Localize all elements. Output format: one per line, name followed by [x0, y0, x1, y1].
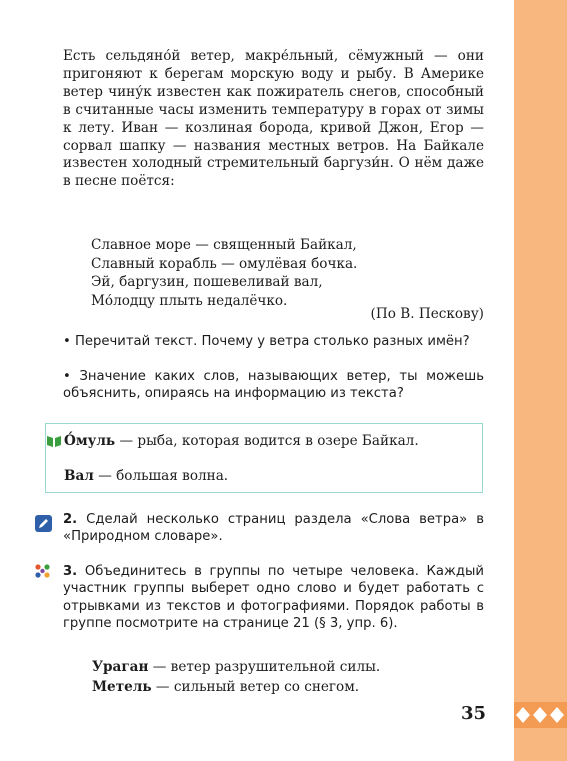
poem-line: Мо́лодцу плыть недалёчко.	[91, 292, 288, 309]
dictionary-term: Вал	[64, 468, 94, 484]
task-3	[63, 563, 484, 633]
poem-line: Эй, баргузин, пошевеливай вал,	[91, 274, 323, 290]
example-entry	[92, 658, 452, 678]
poem	[91, 236, 451, 310]
example-definition: — ветер разрушительной силы.	[148, 659, 381, 675]
dictionary-definition: — рыба, которая водится в озере Байкал.	[115, 433, 419, 449]
people-group-icon	[34, 563, 52, 585]
poem-line: Славное море — священный Байкал,	[91, 237, 357, 253]
task-number: 3.	[63, 564, 78, 579]
pen-icon	[35, 515, 52, 536]
example-term: Метель	[92, 678, 152, 695]
task-2	[63, 511, 484, 546]
poem-line: Славный корабль — омулёвая бочка.	[91, 255, 358, 272]
example-entry	[92, 678, 452, 698]
dictionary-entry	[64, 433, 474, 451]
task-text: Сделай несколько страниц раздела «Слова ветра» в «Природном словаре».	[63, 512, 484, 545]
source-attribution: (По В. Пескову)	[370, 306, 484, 322]
word-examples	[92, 658, 452, 697]
open-book-icon	[46, 433, 62, 452]
corner-decoration	[514, 702, 567, 728]
example-definition: — сильный ветер со снегом.	[151, 678, 360, 695]
dictionary-entry	[64, 468, 474, 486]
example-term: Ураган	[92, 659, 149, 675]
main-paragraph: Есть сельдяно́й ветер, макре́льный, сёмужный — они пригоняют к берегам морскую воду и рыбу. В Америке ветер чину́к известен как пожиратель снегов, способный в считанные часы изменить температуру в горах от зимы к лету. Иван — козлиная борода, кривой Джон, Егор — сорвал шапку — названия местных ветров. На Байкале известен холодный стремительный баргузи́н. О нём даже в песне поётся:	[63, 48, 484, 190]
task-number: 2.	[63, 512, 78, 527]
page-number: 35	[460, 703, 486, 724]
side-color-band	[514, 0, 567, 761]
dictionary-term: О́муль	[64, 433, 116, 449]
dictionary-definition: — большая волна.	[93, 468, 229, 484]
question-2: • Значение каких слов, называющих ветер, ты можешь объяснить, опираясь на информацию из текста?	[63, 369, 484, 402]
task-text: Объединитесь в группы по четыре человека. Каждый участник группы выберет одно слово и будет работать с отрывками из текстов и фотографиями. Порядок работы в группе посмотрите на странице 21 (§ 3, упр. 6).	[63, 564, 484, 632]
question-1: • Перечитай текст. Почему у ветра столько разных имён?	[63, 334, 470, 349]
